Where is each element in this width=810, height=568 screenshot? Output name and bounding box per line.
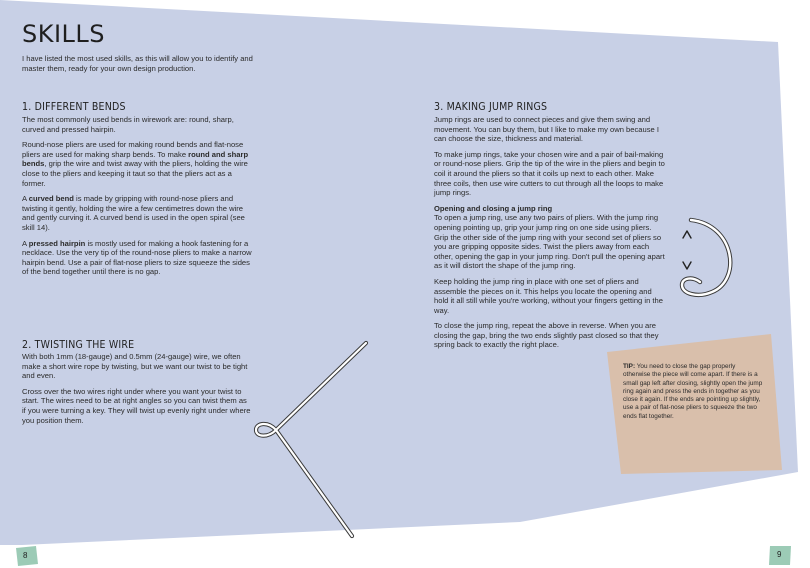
paragraph: With both 1mm (18-gauge) and 0.5mm (24-gauge) wire, we often make a short wire rope by twisting, but we want our twist to be tight and even. [22, 352, 248, 381]
page-title: SKILLS [22, 20, 106, 48]
text-run: is made by gripping with round-nose pliers and twisting it gently, holding the wire a few centimetres down the wire and gently curving it. A curved bend is used in the open spiral (see skill 14). [22, 194, 245, 232]
page-number-right: 9 [777, 550, 782, 559]
text-run: , grip the wire and twist away with the pliers, holding the wire close to the pliers and keeping it taut so that the pliers act as a former. [22, 159, 248, 188]
section-body-jump-rings [434, 115, 666, 356]
section-heading-twisting: 2. TWISTING THE WIRE [22, 339, 135, 351]
section-heading-bends: 1. DIFFERENT BENDS [22, 101, 126, 113]
paragraph [22, 194, 252, 232]
bold-term: curved bend [28, 194, 74, 204]
paragraph: To close the jump ring, repeat the above in reverse. When you are closing the gap, bring the two ends slightly past closed so that they spring back to exactly the right place. [434, 321, 659, 350]
paragraph [22, 140, 252, 188]
text-run: Round-nose pliers are used for making round bends and flat-nose pliers are used for making sharp bends. To make [22, 140, 244, 159]
page-number-left: 8 [23, 551, 28, 560]
tip-text [623, 363, 763, 421]
text-run: A [22, 194, 29, 204]
section-body-bends [22, 115, 252, 283]
tip-body: You need to close the gap properly otherwise the piece will come apart. If there is a small gap left after closing, slightly open the jump ring again and press the ends in together as you close it again. If the ends are pointing up slightly, use a pair of flat-nose pliers to squeeze the two ends flat together. [623, 363, 763, 420]
subheading: Opening and closing a jump ring [434, 203, 553, 213]
paragraph [434, 204, 666, 271]
text-run: is mostly used for making a hook fastening for a necklace. Use the very tip of the round-nose pliers to make a narrow hairpin bend. Use a pair of flat-nose pliers to size squeeze the sides of the bend together until there is no gap. [22, 238, 252, 277]
text-run: A [22, 238, 29, 248]
paragraph: Cross over the two wires right under where you want your twist to start. The wires need to be at right angles so you can twist them as if you were turning a key. They will twist up evenly right under where you position them. [22, 386, 251, 425]
section-heading-jump-rings: 3. MAKING JUMP RINGS [434, 101, 548, 113]
paragraph: The most commonly used bends in wirework are: round, sharp, curved and pressed hairpin. [22, 115, 234, 134]
tip-label: TIP: [623, 363, 636, 370]
paragraph: To make jump rings, take your chosen wire and a pair of bail-making or round-nose pliers. Grip the tip of the wire in the pliers and begin to coil it around the pliers so that it coils up next to each other. Make three coils, then use wire cutters to cut through all the loops to make jump rings. [434, 149, 665, 198]
bold-term: round and sharp bends [22, 149, 249, 169]
text-run: To open a jump ring, use any two pairs of pliers. With the jump ring opening pointing up, grip your jump ring on one side using pliers. Grip the other side of the jump ring with your second set of pliers so you are gripping opposite sides. Twist the pliers away from each other, opening the gap in your jump ring. Don't pull the opening apart as it will distort the shape of the jump ring. [434, 213, 665, 271]
intro-text: I have listed the most used skills, as this will allow you to identify and master them, ready for your own design production. [22, 54, 253, 73]
bold-term: pressed hairpin [28, 238, 86, 248]
paragraph: Jump rings are used to connect pieces and give them swing and movement. You can buy them, but I like to make my own because I can choose the size, thickness and material. [434, 115, 659, 144]
section-body-twisting [22, 352, 252, 431]
paragraph: Keep holding the jump ring in place with one set of pliers and assemble the pieces on it. This helps you locate the opening and hold it all still while you're working, without your fingers getting in the way. [434, 276, 663, 315]
paragraph [22, 239, 252, 277]
